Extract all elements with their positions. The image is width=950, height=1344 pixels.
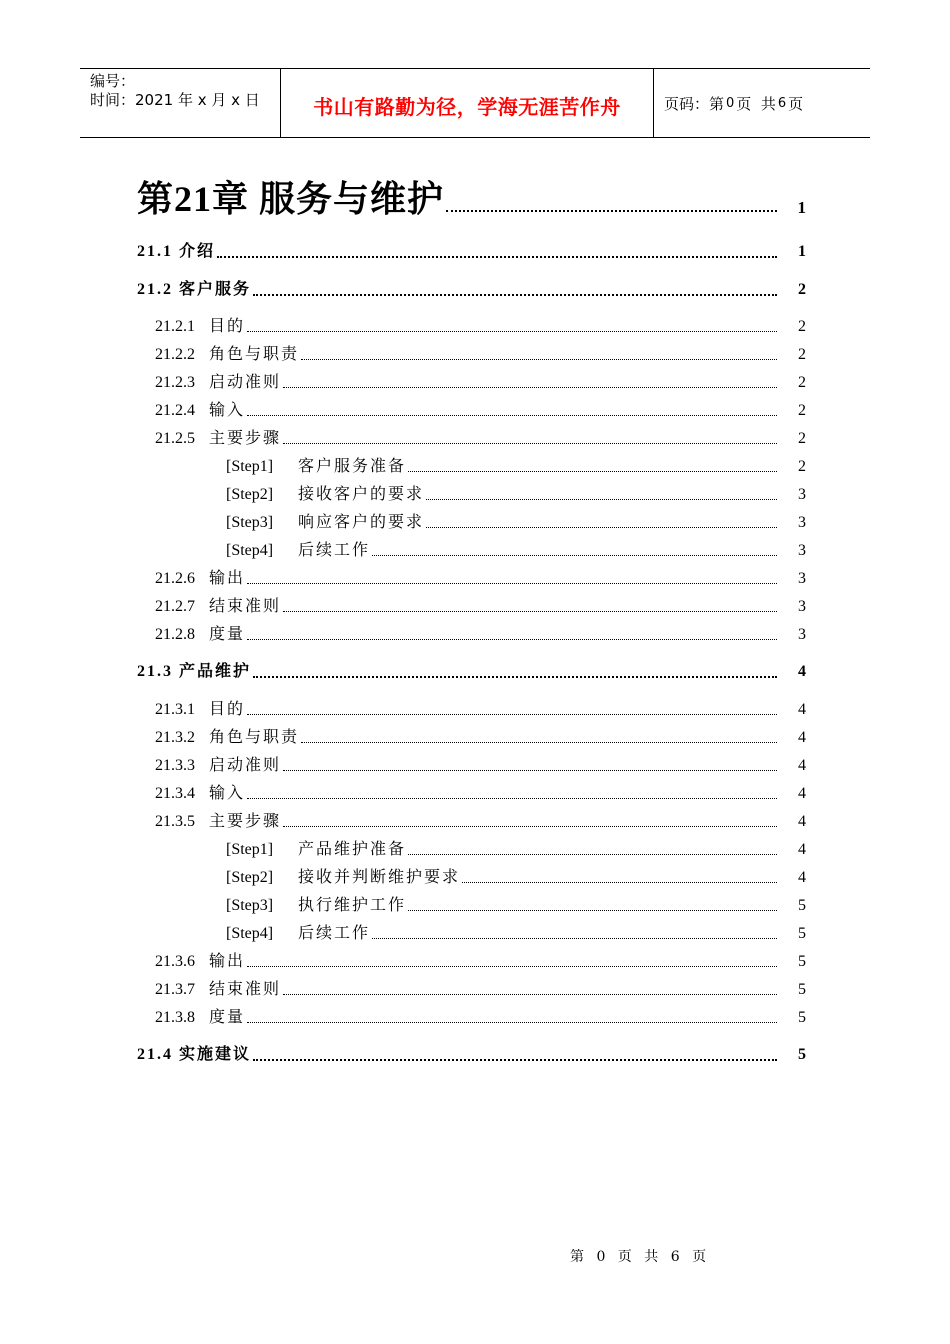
toc-subsection-title: 度量 xyxy=(209,626,246,643)
toc-subsection-number: 21.3.6 xyxy=(155,953,195,970)
toc-leader xyxy=(247,415,777,416)
toc-subsection-entry[interactable] xyxy=(155,428,806,450)
toc-subsection-entry[interactable] xyxy=(155,727,806,749)
toc-step-entry[interactable] xyxy=(226,839,806,861)
toc-subsection-entry[interactable] xyxy=(155,400,806,422)
toc-subsection-title: 主要步骤 xyxy=(209,430,282,447)
toc-subsection-number: 21.2.3 xyxy=(155,374,195,391)
toc-leader xyxy=(426,527,777,528)
toc-step-title: 接收并判断维护要求 xyxy=(298,869,461,886)
toc-subsection-number: 21.2.7 xyxy=(155,598,195,615)
toc-subsection-title: 角色与职责 xyxy=(209,346,300,363)
toc-subsection-title: 目的 xyxy=(209,701,246,718)
toc-section-title: 21.4 实施建议 xyxy=(137,1046,252,1063)
toc-page-number: 1 xyxy=(798,243,806,260)
toc-leader xyxy=(217,256,777,258)
toc-subsection-entry[interactable] xyxy=(155,783,806,805)
toc-leader xyxy=(408,854,777,855)
header-page-mid: 页 共 xyxy=(736,94,776,113)
toc-step-number: [Step4] xyxy=(226,925,274,942)
toc-page-number: 4 xyxy=(798,841,806,858)
toc-step-title: 接收客户的要求 xyxy=(298,486,425,503)
toc-step-entry[interactable] xyxy=(226,512,806,534)
toc-subsection-number: 21.2.4 xyxy=(155,402,195,419)
toc-subsection-number: 21.3.5 xyxy=(155,813,195,830)
toc-subsection-entry[interactable] xyxy=(155,951,806,973)
header-page-prefix: 页码：第 xyxy=(664,94,725,113)
toc-subsection-number: 21.2.1 xyxy=(155,318,195,335)
toc-subsection-number: 21.2.2 xyxy=(155,346,195,363)
header-motto: 书山有路勤为径，学海无涯苦作舟 xyxy=(313,94,621,119)
toc-subsection-title: 结束准则 xyxy=(209,981,282,998)
toc-section-entry[interactable] xyxy=(137,279,806,301)
toc-step-title: 客户服务准备 xyxy=(298,458,407,475)
toc-subsection-entry[interactable] xyxy=(155,811,806,833)
toc-leader xyxy=(247,798,777,799)
toc-leader xyxy=(247,331,777,332)
toc-leader xyxy=(283,443,777,444)
toc-leader xyxy=(253,676,777,678)
toc-subsection-number: 21.2.6 xyxy=(155,570,195,587)
page-header xyxy=(80,68,870,138)
toc-leader xyxy=(283,611,777,612)
toc-page-number: 3 xyxy=(798,598,806,615)
toc-leader xyxy=(446,210,777,212)
toc-leader xyxy=(301,742,777,743)
toc-subsection-entry[interactable] xyxy=(155,979,806,1001)
toc-step-title: 产品维护准备 xyxy=(298,841,407,858)
toc-page-number: 3 xyxy=(798,626,806,643)
header-page-total: 6 xyxy=(777,95,787,111)
toc-step-entry[interactable] xyxy=(226,895,806,917)
toc-step-number: [Step2] xyxy=(226,486,274,503)
toc-section-entry[interactable] xyxy=(137,1044,806,1066)
toc-page-number: 4 xyxy=(798,785,806,802)
toc-subsection-entry[interactable] xyxy=(155,372,806,394)
toc-page-number: 4 xyxy=(798,813,806,830)
toc-subsection-title: 角色与职责 xyxy=(209,729,300,746)
toc-step-entry[interactable] xyxy=(226,540,806,562)
toc-leader xyxy=(247,583,777,584)
toc-step-number: [Step3] xyxy=(226,514,274,531)
toc-page-number: 2 xyxy=(798,430,806,447)
toc-section-title: 21.2 客户服务 xyxy=(137,281,252,298)
toc-section-title: 21.3 产品维护 xyxy=(137,663,252,680)
toc-subsection-title: 输入 xyxy=(209,402,246,419)
toc-subsection-number: 21.3.1 xyxy=(155,701,195,718)
toc-subsection-title: 度量 xyxy=(209,1009,246,1026)
header-page-current: 0 xyxy=(726,95,735,111)
header-motto-cell xyxy=(281,69,654,137)
page-footer: 第 0 页 共 6 页 xyxy=(570,1249,711,1265)
toc-page-number: 5 xyxy=(798,1046,806,1063)
toc-page-number: 5 xyxy=(798,981,806,998)
toc-step-number: [Step4] xyxy=(226,542,274,559)
toc-section-title: 21.1 介绍 xyxy=(137,243,216,260)
toc-step-entry[interactable] xyxy=(226,456,806,478)
toc-subsection-number: 21.2.8 xyxy=(155,626,195,643)
header-date-label: 时间：2021 年 x 月 x 日 xyxy=(90,91,260,109)
toc-chapter-title: 第21章 服务与维护 xyxy=(137,179,445,219)
toc-page-number: 2 xyxy=(798,281,806,298)
toc-subsection-number: 21.3.2 xyxy=(155,729,195,746)
toc-step-number: [Step1] xyxy=(226,458,274,475)
toc-section-entry[interactable] xyxy=(137,241,806,263)
toc-page-number: 1 xyxy=(797,198,806,217)
header-page-cell xyxy=(654,69,870,137)
toc-subsection-number: 21.3.4 xyxy=(155,785,195,802)
toc-leader xyxy=(283,994,777,995)
toc-subsection-entry[interactable] xyxy=(155,316,806,338)
toc-subsection-title: 结束准则 xyxy=(209,598,282,615)
toc-subsection-title: 启动准则 xyxy=(209,757,282,774)
toc-leader xyxy=(253,294,777,296)
toc-page-number: 5 xyxy=(798,953,806,970)
toc-subsection-entry[interactable] xyxy=(155,699,806,721)
toc-page-number: 4 xyxy=(798,869,806,886)
toc-step-title: 后续工作 xyxy=(298,925,371,942)
toc-section-entry[interactable] xyxy=(137,661,806,683)
toc-subsection-entry[interactable] xyxy=(155,596,806,618)
toc-page-number: 3 xyxy=(798,514,806,531)
toc-subsection-title: 输出 xyxy=(209,953,246,970)
toc-step-number: [Step1] xyxy=(226,841,274,858)
toc-step-number: [Step3] xyxy=(226,897,274,914)
toc-subsection-entry[interactable] xyxy=(155,1007,806,1029)
toc-leader xyxy=(247,1022,777,1023)
toc-leader xyxy=(283,770,777,771)
toc-leader xyxy=(408,471,777,472)
toc-step-title: 响应客户的要求 xyxy=(298,514,425,531)
toc-page-number: 4 xyxy=(798,701,806,718)
toc-step-title: 执行维护工作 xyxy=(298,897,407,914)
toc-leader xyxy=(247,966,777,967)
toc-page-number: 2 xyxy=(798,402,806,419)
toc-page-number: 2 xyxy=(798,374,806,391)
toc-subsection-entry[interactable] xyxy=(155,568,806,590)
toc-page-number: 2 xyxy=(798,458,806,475)
toc-page-number: 5 xyxy=(798,1009,806,1026)
toc-subsection-title: 主要步骤 xyxy=(209,813,282,830)
toc-leader xyxy=(372,555,777,556)
toc-leader xyxy=(283,387,777,388)
toc-page-number: 2 xyxy=(798,346,806,363)
toc-leader xyxy=(426,499,777,500)
toc-step-entry[interactable] xyxy=(226,867,806,889)
toc-leader xyxy=(253,1059,777,1061)
toc-subsection-title: 输入 xyxy=(209,785,246,802)
toc-leader xyxy=(247,714,777,715)
toc-subsection-entry[interactable] xyxy=(155,344,806,366)
toc-page-number: 2 xyxy=(798,318,806,335)
toc-page-number: 4 xyxy=(798,663,806,680)
toc-subsection-title: 启动准则 xyxy=(209,374,282,391)
toc-leader xyxy=(283,826,777,827)
toc-subsection-entry[interactable] xyxy=(155,755,806,777)
toc-subsection-entry[interactable] xyxy=(155,624,806,646)
toc-leader xyxy=(408,910,777,911)
toc-leader xyxy=(247,639,777,640)
toc-page-number: 3 xyxy=(798,570,806,587)
toc-subsection-title: 输出 xyxy=(209,570,246,587)
header-number-label: 编号： xyxy=(90,72,136,90)
toc-page-number: 5 xyxy=(798,925,806,942)
toc-page-number: 4 xyxy=(798,729,806,746)
toc-page-number: 3 xyxy=(798,542,806,559)
toc-subsection-number: 21.3.7 xyxy=(155,981,195,998)
toc-leader xyxy=(462,882,777,883)
toc-page-number: 3 xyxy=(798,486,806,503)
toc-leader xyxy=(372,938,777,939)
toc-chapter-entry[interactable] xyxy=(137,177,806,221)
header-meta-cell xyxy=(80,69,281,137)
toc-step-number: [Step2] xyxy=(226,869,274,886)
toc-leader xyxy=(301,359,777,360)
toc-page-number: 4 xyxy=(798,757,806,774)
toc-step-entry[interactable] xyxy=(226,484,806,506)
toc-step-entry[interactable] xyxy=(226,923,806,945)
header-page-suffix: 页 xyxy=(788,94,804,113)
toc-step-title: 后续工作 xyxy=(298,542,371,559)
toc-subsection-number: 21.2.5 xyxy=(155,430,195,447)
toc-subsection-title: 目的 xyxy=(209,318,246,335)
toc-subsection-number: 21.3.3 xyxy=(155,757,195,774)
toc-page-number: 5 xyxy=(798,897,806,914)
toc-subsection-number: 21.3.8 xyxy=(155,1009,195,1026)
